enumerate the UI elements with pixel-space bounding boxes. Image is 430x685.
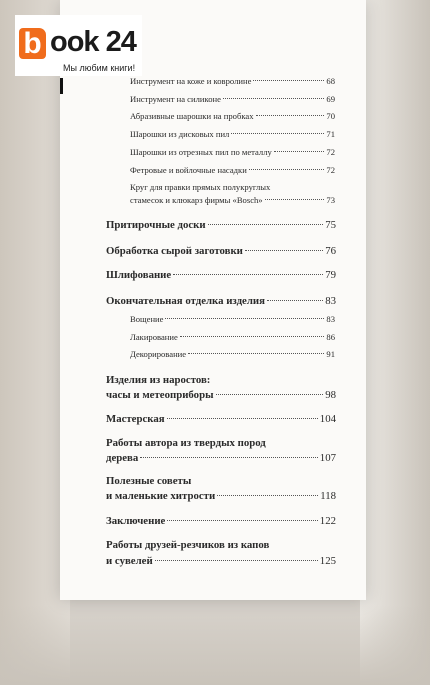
toc-entry	[106, 295, 336, 307]
dot-leader	[167, 520, 317, 521]
toc-entry-page: 73	[326, 195, 335, 205]
toc-entry-page: 75	[325, 219, 336, 231]
toc-entry-page: 104	[319, 413, 336, 425]
toc-entry-page: 86	[326, 332, 335, 342]
dot-leader	[216, 394, 324, 395]
toc-entry-title: Притирочные доски	[106, 219, 206, 231]
toc-entry-page: 72	[326, 165, 335, 175]
dot-leader	[231, 133, 324, 134]
dot-leader	[167, 418, 318, 419]
toc-entry-title: Инструмент на коже и ковролине	[130, 76, 252, 86]
toc-entry	[106, 413, 336, 425]
toc-entry-page: 72	[326, 147, 335, 157]
toc-entry-title: Обработка сырой заготовки	[106, 245, 243, 257]
toc-entry-title: часы и метеоприборы	[106, 389, 214, 401]
toc-entry	[130, 332, 335, 342]
dot-leader	[180, 336, 325, 337]
toc-entry	[130, 314, 335, 324]
toc-entry	[130, 129, 335, 139]
toc-entry-title: Инструмент на силиконе	[130, 94, 221, 104]
toc-entry-title-line1: Работы автора из твердых пород	[106, 437, 266, 449]
dot-leader	[253, 80, 324, 81]
toc-entry-title: Шарошки из отрезных пил по металлу	[130, 147, 272, 157]
book24-logo[interactable]	[15, 15, 142, 76]
toc-entry-title: Мастерская	[106, 413, 165, 425]
toc-entry	[106, 219, 336, 231]
toc-entry-title-line1: Работы друзей-резчиков из капов	[106, 539, 270, 551]
toc-entry	[106, 490, 336, 502]
toc-entry	[130, 94, 335, 104]
logo-wordmark: ook 24	[50, 26, 136, 58]
toc-entry-page: 98	[325, 389, 336, 401]
dot-leader	[208, 224, 324, 225]
toc-entry-title: Фетровые и войлочные насадки	[130, 165, 247, 175]
dot-leader	[140, 457, 318, 458]
dot-leader	[223, 98, 324, 99]
toc-entry-page: 83	[325, 295, 336, 307]
toc-entry	[130, 349, 335, 359]
toc-entry-page: 107	[319, 452, 336, 464]
toc-entry-title: Лакирование	[130, 332, 178, 342]
background-bottom	[0, 605, 430, 685]
toc-entry	[106, 452, 336, 464]
toc-entry	[130, 147, 335, 157]
toc-entry	[106, 269, 336, 281]
toc-entry-title: Абразивные шарошки на пробках	[130, 111, 254, 121]
toc-entry-title: дерева	[106, 452, 139, 464]
dot-leader	[245, 250, 323, 251]
toc-entry-title: и сувелей	[106, 555, 153, 567]
dot-leader	[265, 199, 325, 200]
dot-leader	[217, 495, 318, 496]
toc-entry-title: стамесок и клюкарз фирмы «Bosch»	[130, 195, 263, 205]
dot-leader	[188, 353, 324, 354]
toc-entry	[130, 165, 335, 175]
dot-leader	[165, 318, 324, 319]
toc-entry-title-line1: Полезные советы	[106, 475, 192, 487]
dot-leader	[155, 560, 318, 561]
toc-entry	[130, 195, 335, 205]
toc-entry-page: 125	[319, 555, 336, 567]
toc-entry-page: 118	[320, 490, 336, 502]
toc-entry-title-line1: Круг для правки прямых полукруглых	[130, 182, 271, 192]
toc-entry-page: 122	[319, 515, 336, 527]
toc-entry-title: Заключение	[106, 515, 166, 527]
toc-entry-title: Окончательная отделка изделия	[106, 295, 265, 307]
toc-entry	[106, 555, 336, 567]
toc-entry-title: Шлифование	[106, 269, 172, 281]
page-edge-mark	[60, 78, 63, 94]
toc-entry-title: Декорирование	[130, 349, 187, 359]
toc-entry	[130, 76, 335, 86]
toc-entry-title: Шарошки из дисковых пил	[130, 129, 230, 139]
toc-entry-page: 68	[326, 76, 335, 86]
toc-entry-title: и маленькие хитрости	[106, 490, 216, 502]
dot-leader	[274, 151, 325, 152]
toc-entry	[106, 389, 336, 401]
toc-entry	[106, 515, 336, 527]
logo-letter-badge: b	[19, 28, 46, 59]
dot-leader	[256, 115, 325, 116]
toc-entry-page: 70	[326, 111, 335, 121]
logo-tagline: Мы любим книги!	[63, 63, 136, 73]
background-right	[360, 0, 430, 685]
dot-leader	[173, 274, 323, 275]
toc-entry-title: Вощение	[130, 314, 164, 324]
toc-entry	[106, 245, 336, 257]
toc-entry-title-line1: Изделия из наростов:	[106, 374, 211, 386]
toc-entry-page: 79	[325, 269, 336, 281]
toc-entry-page: 76	[325, 245, 336, 257]
toc-entry-page: 91	[326, 349, 335, 359]
toc-entry-page: 71	[326, 129, 335, 139]
toc-entry-page: 69	[326, 94, 335, 104]
toc-entry-page: 83	[326, 314, 335, 324]
dot-leader	[249, 169, 325, 170]
toc-entry	[130, 111, 335, 121]
dot-leader	[267, 300, 323, 301]
